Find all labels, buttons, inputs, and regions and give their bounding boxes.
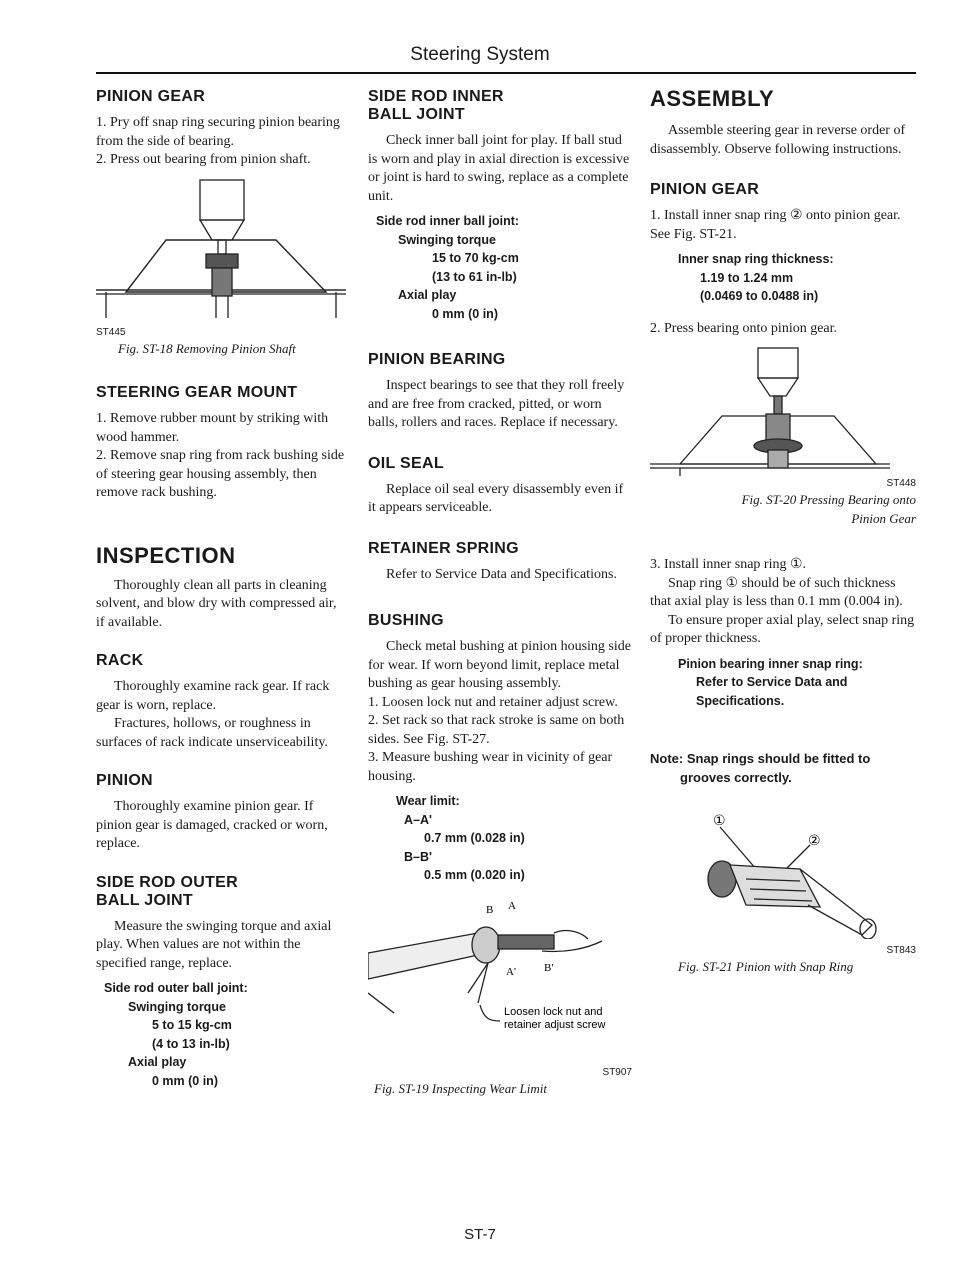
spec-title: Wear limit: [396, 794, 460, 808]
page-number: ST-7 [464, 1226, 496, 1243]
inspecting-wear-limit-diagram [368, 893, 632, 1033]
column-right [650, 84, 916, 977]
section-heading: SIDE ROD OUTER [96, 873, 238, 891]
spec-title: Pinion bearing inner snap ring: [678, 656, 863, 671]
figure-code: ST907 [602, 1066, 632, 1078]
figure-code: ST445 [96, 326, 126, 338]
diagram-label: A' [506, 965, 516, 978]
page-header: Steering System [410, 44, 550, 65]
paragraph: 2. Set rack so that rack stroke is same on both sides. See Fig. ST-27. [368, 713, 625, 747]
spec-value: (4 to 13 in-lb) [152, 1036, 230, 1051]
spec-title: Side rod outer ball joint: [104, 981, 248, 995]
paragraph: Snap ring ① should be of such thickness that axial play is less than 0.1 mm (0.004 in). [650, 575, 903, 609]
spec-label: Axial play [128, 1055, 187, 1069]
paragraph: Inspect bearings to see that they roll freely and are free from cracked, pitted, or worn balls, rollers and races. Replace if necessary. [368, 378, 625, 430]
figure-code: ST843 [886, 945, 916, 956]
paragraph: 1. Install inner snap ring ② onto pinion gear. See Fig. ST-21. [650, 208, 901, 242]
diagram-callout: retainer adjust screw [504, 1018, 606, 1031]
spec-label: Axial play [398, 288, 457, 302]
paragraph: Assemble steering gear in reverse order of disassembly. Observe following instructions. [650, 123, 906, 157]
spec-block [376, 212, 632, 323]
figure-st20 [650, 346, 916, 476]
diagram-label: ① [713, 813, 726, 829]
spec-block [678, 655, 916, 711]
figure-caption: Pinion Gear [851, 510, 916, 526]
spec-label: A–A' [404, 812, 432, 827]
paragraph: Check inner ball joint for play. If ball stud is worn and play in axial direction is excessive or joint is hard to swing, replace as a complete unit. [368, 133, 630, 204]
paragraph: 3. Install inner snap ring ①. [650, 557, 807, 572]
diagram-label: B' [544, 961, 554, 974]
section-heading: RETAINER SPRING [368, 539, 519, 557]
paragraph: Measure the swinging torque and axial play. When values are not within the specified range, replace. [96, 918, 332, 971]
spec-value: Specifications. [696, 693, 785, 708]
paragraph: 2. Press out bearing from pinion shaft. [96, 152, 311, 167]
header-rule [96, 72, 916, 74]
paragraph: 1. Remove rubber mount by striking with wood hammer. [96, 411, 329, 445]
paragraph: 2. Press bearing onto pinion gear. [650, 320, 838, 336]
pinion-snap-ring-diagram [650, 809, 916, 939]
section-heading: SIDE ROD INNER [368, 88, 504, 105]
figure-st18 [96, 176, 346, 321]
figure-caption: Fig. ST-20 Pressing Bearing onto [741, 492, 916, 507]
spec-value: 0.7 mm (0.028 in) [424, 831, 525, 845]
spec-title: Inner snap ring thickness: [678, 252, 834, 266]
spec-value: Refer to Service Data and [696, 675, 848, 689]
paragraph: Thoroughly examine pinion gear. If pinion gear is damaged, cracked or worn, replace. [96, 799, 328, 851]
spec-title: Side rod inner ball joint: [376, 214, 520, 228]
figure-caption: Fig. ST-18 Removing Pinion Shaft [118, 340, 296, 356]
spec-value: (0.0469 to 0.0488 in) [700, 289, 819, 303]
paragraph: 2. Remove snap ring from rack bushing side of steering gear housing assembly, then remove rack bushing. [96, 448, 345, 500]
column-left [96, 84, 346, 1090]
paragraph: To ensure proper axial play, select snap ring of proper thickness. [650, 612, 915, 646]
spec-value: 0.5 mm (0.020 in) [424, 868, 525, 882]
spec-label: Swinging torque [398, 232, 496, 247]
section-heading: PINION GEAR [96, 88, 206, 105]
column-middle [368, 84, 632, 1098]
major-heading: ASSEMBLY [650, 86, 775, 111]
spec-value: 0 mm (0 in) [432, 306, 498, 321]
paragraph: 3. Measure bushing wear in vicinity of gear housing. [368, 750, 613, 784]
spec-block [678, 250, 916, 306]
paragraph: Replace oil seal every disassembly even if it appears serviceable. [368, 481, 624, 515]
major-heading: INSPECTION [96, 542, 236, 568]
diagram-callout: Loosen lock nut and [504, 1005, 603, 1018]
spec-value: 15 to 70 kg-cm [432, 251, 519, 265]
figure-code: ST448 [886, 478, 916, 489]
section-heading: BUSHING [368, 612, 444, 629]
spec-block [396, 792, 632, 885]
spec-block [104, 979, 346, 1090]
diagram-label: A [508, 899, 516, 912]
figure-st19 [368, 893, 632, 1033]
paragraph: Refer to Service Data and Specifications. [386, 566, 617, 582]
section-heading: PINION GEAR [650, 181, 760, 198]
diagram-label: ② [808, 833, 821, 849]
section-heading: PINION [96, 772, 153, 789]
paragraph: 1. Pry off snap ring securing pinion bearing from the side of bearing. [96, 115, 340, 149]
figure-st21 [650, 809, 916, 939]
spec-label: Swinging torque [128, 999, 226, 1014]
paragraph: Check metal bushing at pinion housing side for wear. If worn beyond limit, replace metal bushing as gear housing assembly. [368, 639, 631, 691]
section-heading: RACK [96, 652, 144, 669]
section-heading: BALL JOINT [96, 891, 193, 909]
section-heading: PINION BEARING [368, 351, 506, 368]
paragraph: 1. Loosen lock nut and retainer adjust screw. [368, 694, 618, 710]
diagram-label: B [486, 903, 494, 916]
note: Note: Snap rings should be fitted to grooves correctly. [650, 751, 871, 785]
section-heading: BALL JOINT [368, 106, 465, 123]
spec-label: B–B' [404, 849, 432, 864]
spec-value: 5 to 15 kg-cm [152, 1018, 232, 1032]
removing-pinion-shaft-diagram [96, 176, 346, 321]
spec-value: (13 to 61 in-lb) [432, 269, 517, 284]
paragraph: Thoroughly clean all parts in cleaning solvent, and blow dry with compressed air, if available. [96, 577, 337, 630]
pressing-bearing-diagram [650, 346, 916, 476]
spec-value: 0 mm (0 in) [152, 1073, 218, 1088]
figure-caption: Fig. ST-19 Inspecting Wear Limit [374, 1080, 547, 1096]
paragraph: Fractures, hollows, or roughness in surfaces of rack indicate unserviceability. [96, 716, 328, 750]
paragraph: Thoroughly examine rack gear. If rack gear is worn, replace. [96, 679, 330, 713]
section-heading: OIL SEAL [368, 454, 444, 472]
figure-caption: Fig. ST-21 Pinion with Snap Ring [678, 959, 854, 974]
section-heading: STEERING GEAR MOUNT [96, 384, 298, 401]
spec-value: 1.19 to 1.24 mm [700, 270, 794, 285]
